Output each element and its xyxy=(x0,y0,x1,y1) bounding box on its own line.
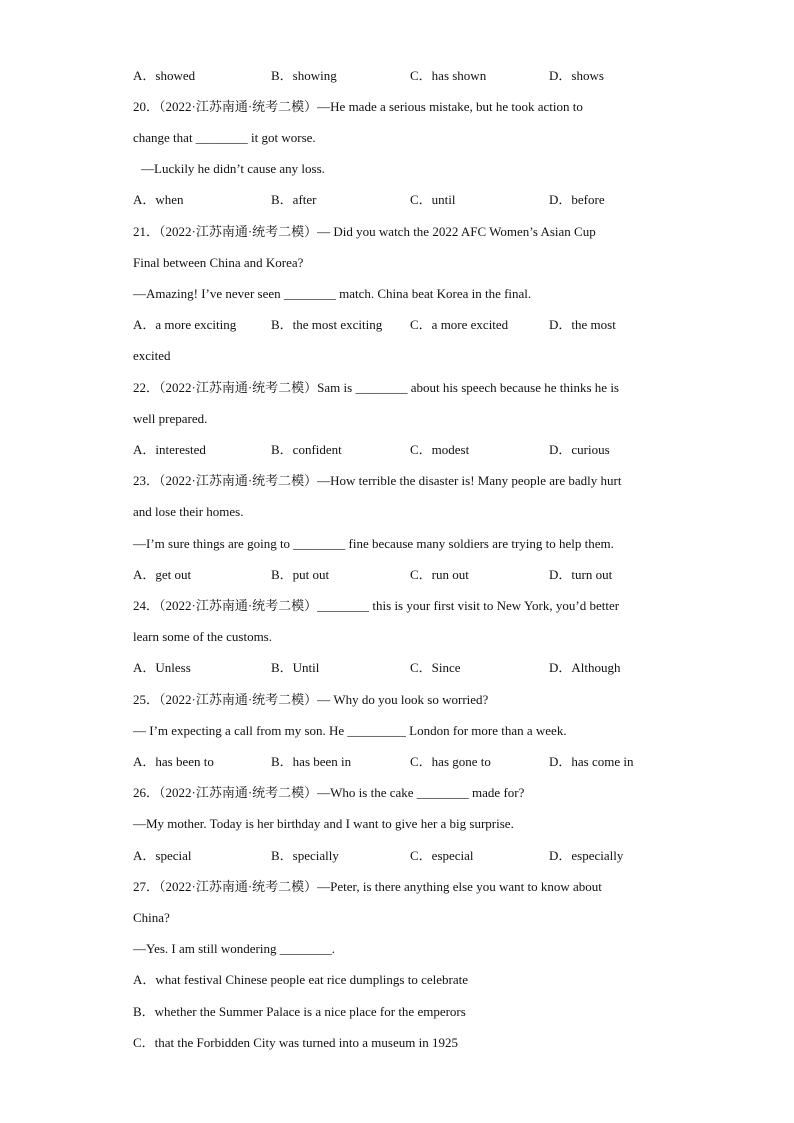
q21-option-a[interactable]: A．a more exciting xyxy=(133,317,237,332)
q24-option-c[interactable]: C．Since xyxy=(410,660,461,675)
q25-option-b[interactable]: B．has been in xyxy=(271,754,352,769)
q19-option-d[interactable]: D．shows xyxy=(549,68,604,83)
q21-option-c[interactable]: C．a more excited xyxy=(410,317,509,332)
q24-stem-line-1: 24．（2022·江苏南通·统考二模）________ this is your first visit to New York, you’d better xyxy=(133,598,620,613)
q27-stem-line-1: 27．（2022·江苏南通·统考二模）—Peter, is there anything else you want to know about xyxy=(133,879,602,894)
q23-option-c[interactable]: C．run out xyxy=(410,567,469,582)
q27-option-b[interactable]: B．whether the Summer Palace is a nice place for the emperors xyxy=(133,1004,466,1019)
q26-stem-line-1: 26．（2022·江苏南通·统考二模）—Who is the cake ________ made for? xyxy=(133,785,525,800)
q21-stem-line-1: 21．（2022·江苏南通·统考二模）— Did you watch the 2022 AFC Women’s Asian Cup xyxy=(133,224,596,239)
q22-stem-line-2: well prepared. xyxy=(133,411,208,426)
q26-option-c[interactable]: C．especial xyxy=(410,848,474,863)
q21-stem-line-2: Final between China and Korea? xyxy=(133,255,304,270)
q22-option-d[interactable]: D．curious xyxy=(549,442,610,457)
q19-option-c[interactable]: C．has shown xyxy=(410,68,487,83)
q23-stem-line-3: —I’m sure things are going to ________ fine because many soldiers are trying to help them. xyxy=(133,536,614,551)
q23-option-b[interactable]: B．put out xyxy=(271,567,330,582)
q27-stem-line-3: —Yes. I am still wondering ________. xyxy=(133,941,335,956)
q20-option-a[interactable]: A．when xyxy=(133,192,184,207)
q26-option-b[interactable]: B．specially xyxy=(271,848,339,863)
q22-option-c[interactable]: C．modest xyxy=(410,442,470,457)
q24-option-d[interactable]: D．Although xyxy=(549,660,621,675)
q20-stem-line-3: —Luckily he didn’t cause any loss. xyxy=(141,161,325,176)
q26-option-a[interactable]: A．special xyxy=(133,848,192,863)
q22-option-b[interactable]: B．confident xyxy=(271,442,342,457)
q23-stem-line-1: 23．（2022·江苏南通·统考二模）—How terrible the disaster is! Many people are badly hurt xyxy=(133,473,622,488)
q25-option-d[interactable]: D．has come in xyxy=(549,754,634,769)
q25-option-c[interactable]: C．has gone to xyxy=(410,754,491,769)
q19-option-b[interactable]: B．showing xyxy=(271,68,337,83)
q20-stem-line-2: change that ________ it got worse. xyxy=(133,130,316,145)
q23-option-d[interactable]: D．turn out xyxy=(549,567,613,582)
q27-option-c[interactable]: C．that the Forbidden City was turned into a museum in 1925 xyxy=(133,1035,458,1050)
q24-stem-line-2: learn some of the customs. xyxy=(133,629,272,644)
q23-stem-line-2: and lose their homes. xyxy=(133,504,244,519)
q25-stem-line-2: — I’m expecting a call from my son. He _________ London for more than a week. xyxy=(133,723,567,738)
q26-stem-line-2: —My mother. Today is her birthday and I want to give her a big surprise. xyxy=(133,816,514,831)
q21-stem-line-3: —Amazing! I’ve never seen ________ match. China beat Korea in the final. xyxy=(133,286,532,301)
q21-option-b[interactable]: B．the most exciting xyxy=(271,317,383,332)
q25-stem-line-1: 25．（2022·江苏南通·统考二模）— Why do you look so worried? xyxy=(133,692,489,707)
q22-stem-line-1: 22．（2022·江苏南通·统考二模）Sam is ________ about his speech because he thinks he is xyxy=(133,380,619,395)
q20-option-b[interactable]: B．after xyxy=(271,192,317,207)
q21-option-d[interactable]: D．the most xyxy=(549,317,616,332)
q24-option-a[interactable]: A．Unless xyxy=(133,660,191,675)
q20-option-c[interactable]: C．until xyxy=(410,192,456,207)
q27-stem-line-2: China? xyxy=(133,910,170,925)
q25-option-a[interactable]: A．has been to xyxy=(133,754,214,769)
q24-option-b[interactable]: B．Until xyxy=(271,660,320,675)
q20-option-d[interactable]: D．before xyxy=(549,192,605,207)
q21-option-d-wrap: excited xyxy=(133,348,171,363)
q27-option-a[interactable]: A．what festival Chinese people eat rice dumplings to celebrate xyxy=(133,972,468,987)
q22-option-a[interactable]: A．interested xyxy=(133,442,206,457)
q23-option-a[interactable]: A．get out xyxy=(133,567,192,582)
q19-option-a[interactable]: A．showed xyxy=(133,68,196,83)
q26-option-d[interactable]: D．especially xyxy=(549,848,624,863)
q20-stem-line-1: 20．（2022·江苏南通·统考二模）—He made a serious mistake, but he took action to xyxy=(133,99,583,114)
